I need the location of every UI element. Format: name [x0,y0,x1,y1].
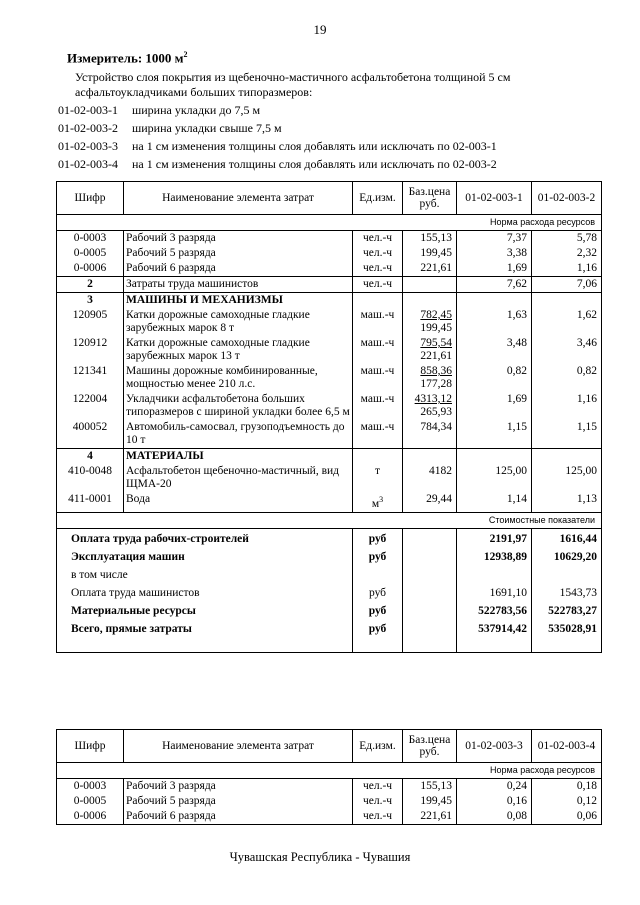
table-row [57,464,602,492]
cell-price: 784,34 [403,420,457,449]
cell-v1: 7,62 [457,277,532,293]
cell-code: 0-0005 [57,794,124,809]
cell-name: Катки дорожные самоходные гладкие зарубежных марок 13 т [124,336,353,364]
price-main: 782,45 [420,309,452,321]
cell-code: 411-0001 [57,492,124,512]
cell-unit: чел.-ч [353,231,403,247]
unit-sup: 3 [379,495,384,504]
cell-unit: маш.-ч [353,392,403,420]
table-row [57,392,602,420]
header-col2: 01-02-003-4 [532,730,602,763]
cell-v1: 1,69 [457,261,532,277]
cost-name: Эксплуатация машин [57,547,353,565]
section-name: МАТЕРИАЛЫ [124,449,353,465]
table-row [57,364,602,392]
cell-name: Автомобиль-самосвал, грузоподъемность до 10 т [124,420,353,449]
code-text: ширина укладки свыше 7,5 м [132,121,282,135]
cell-code: 0-0003 [57,779,124,795]
work-description: Устройство слоя покрытия из щебеночно-мастичного асфальтобетона толщиной 5 см асфальтоукладчиками больших типоразмеров: [75,70,511,99]
header-name: Наименование элемента затрат [124,730,353,763]
cost-row [57,528,602,547]
table-row [57,794,602,809]
cell-unit [353,492,403,512]
price-main: 858,36 [420,365,452,377]
cell-code: 120905 [57,308,124,336]
section-code: 4 [57,449,124,465]
table-row [57,336,602,364]
cell-v1: 125,00 [457,464,532,492]
section-row [57,293,602,309]
cost-v1: 2191,97 [457,528,532,547]
cost-name: в том числе [57,565,353,583]
cost-unit: руб [353,547,403,565]
cell-code: 2 [57,277,124,293]
resource-table-2 [56,729,602,825]
table-header-row [57,182,602,215]
cell-name: Рабочий 3 разряда [124,779,353,795]
table-row [57,261,602,277]
table-row [57,420,602,449]
code-id: 01-02-003-4 [58,157,118,171]
cost-v1: 522783,56 [457,601,532,619]
cell-price: 221,61 [403,261,457,277]
cost-v2 [532,565,602,583]
cell-code: 122004 [57,392,124,420]
cell-price: 221,61 [403,809,457,825]
cost-v1 [457,565,532,583]
measurer-text: Измеритель: 1000 м [67,50,184,66]
header-code: Шифр [57,730,124,763]
price-labor: 265,93 [420,406,452,418]
table-row [57,779,602,795]
cell-unit: чел.-ч [353,261,403,277]
code-id: 01-02-003-1 [58,103,118,117]
cell-v1: 0,24 [457,779,532,795]
cell-name: Рабочий 5 разряда [124,794,353,809]
price-labor: 199,45 [420,322,452,334]
cell-v2: 1,13 [532,492,602,512]
price-labor: 177,28 [420,378,452,390]
cell-price: 4182 [403,464,457,492]
price-labor: 221,61 [420,350,452,362]
cell-unit: чел.-ч [353,779,403,795]
price-main: 4313,12 [414,393,452,405]
cost-unit: руб [353,528,403,547]
cost-row [57,565,602,583]
code-item [58,137,497,155]
header-price: Баз.цена руб. [403,182,457,215]
table-row [57,492,602,512]
cost-name: Оплата труда рабочих-строителей [57,528,353,547]
cell-name: Катки дорожные самоходные гладкие зарубежных марок 8 т [124,308,353,336]
cell-name: Машины дорожные комбинированные, мощностью менее 210 л.с. [124,364,353,392]
cell-code: 400052 [57,420,124,449]
cell-v2: 0,06 [532,809,602,825]
table-row [57,246,602,261]
code-id: 01-02-003-2 [58,121,118,135]
cell-v1: 0,08 [457,809,532,825]
cell-unit: чел.-ч [353,794,403,809]
code-text: на 1 см изменения толщины слоя добавлять или исключать по 02-003-2 [132,157,497,171]
cost-name: Всего, прямые затраты [57,619,353,653]
code-item [58,119,497,137]
header-price: Баз.цена руб. [403,730,457,763]
code-item [58,155,497,173]
cell-name: Рабочий 6 разряда [124,809,353,825]
cost-v1: 537914,42 [457,619,532,653]
cell-v1: 3,48 [457,336,532,364]
cost-unit: руб [353,601,403,619]
measurer-sup: 2 [183,50,188,59]
cost-v2: 10629,20 [532,547,602,565]
code-item [58,101,497,119]
header-code: Шифр [57,182,124,215]
cell-code: 0-0003 [57,231,124,247]
cell-unit: маш.-ч [353,336,403,364]
cell-name: Затраты труда машинистов [124,277,353,293]
cell-name: Рабочий 5 разряда [124,246,353,261]
cell-unit: чел.-ч [353,277,403,293]
cell-price: 155,13 [403,779,457,795]
header-name: Наименование элемента затрат [124,182,353,215]
cell-v2: 2,32 [532,246,602,261]
cell-name: Рабочий 3 разряда [124,231,353,247]
cell-price [403,336,457,364]
cost-row [57,619,602,653]
cell-unit: маш.-ч [353,364,403,392]
header-col1: 01-02-003-3 [457,730,532,763]
norm-label: Норма расхода ресурсов [490,765,595,775]
cell-v2: 0,12 [532,794,602,809]
cell-v1: 3,38 [457,246,532,261]
cost-unit: руб [353,583,403,601]
cell-unit: маш.-ч [353,308,403,336]
table-row [57,308,602,336]
cell-v2: 1,15 [532,420,602,449]
cell-price [403,392,457,420]
table-header-row [57,730,602,763]
cell-v1: 0,16 [457,794,532,809]
cell-v2: 3,46 [532,336,602,364]
cell-code: 0-0006 [57,809,124,825]
cost-label: Стоимостные показатели [488,514,595,525]
unit-text: м [371,497,380,510]
cost-unit [353,565,403,583]
cell-price [403,364,457,392]
price-main: 795,54 [420,337,452,349]
cell-price [403,308,457,336]
cell-v1: 1,69 [457,392,532,420]
section-row [57,449,602,465]
header-col1: 01-02-003-1 [457,182,532,215]
code-text: на 1 см изменения толщины слоя добавлять или исключать по 02-003-1 [132,139,497,153]
cost-v2: 535028,91 [532,619,602,653]
cell-code: 410-0048 [57,464,124,492]
cell-v2: 1,16 [532,261,602,277]
measurer-heading [67,50,188,66]
section-code: 3 [57,293,124,309]
cell-name: Вода [124,492,353,512]
cell-v2: 5,78 [532,231,602,247]
header-col2: 01-02-003-2 [532,182,602,215]
cell-unit: чел.-ч [353,809,403,825]
cost-row [57,547,602,565]
cell-unit: маш.-ч [353,420,403,449]
cost-row [57,583,602,601]
cell-unit: т [353,464,403,492]
cell-v1: 1,14 [457,492,532,512]
cell-v2: 1,62 [532,308,602,336]
cell-price: 29,44 [403,492,457,512]
cell-v2: 125,00 [532,464,602,492]
cell-price: 155,13 [403,231,457,247]
norm-label-row [57,763,602,779]
table-row [57,231,602,247]
section-name: МАШИНЫ И МЕХАНИЗМЫ [124,293,353,309]
cell-v2: 0,18 [532,779,602,795]
cell-code: 120912 [57,336,124,364]
cell-v1: 7,37 [457,231,532,247]
cost-name: Материальные ресурсы [57,601,353,619]
code-id: 01-02-003-3 [58,139,118,153]
cell-v2: 7,06 [532,277,602,293]
cost-v1: 1691,10 [457,583,532,601]
cost-label-row [57,512,602,528]
cell-code: 0-0005 [57,246,124,261]
cell-v1: 1,15 [457,420,532,449]
cell-price: 199,45 [403,794,457,809]
code-list [58,101,497,173]
cost-name: Оплата труда машинистов [57,583,353,601]
cell-name: Асфальтобетон щебеночно-мастичный, вид ЩМА-20 [124,464,353,492]
cost-v2: 522783,27 [532,601,602,619]
header-unit: Ед.изм. [353,182,403,215]
header-unit: Ед.изм. [353,730,403,763]
cell-price: 199,45 [403,246,457,261]
cell-v2: 0,82 [532,364,602,392]
code-text: ширина укладки до 7,5 м [132,103,261,117]
cost-v1: 12938,89 [457,547,532,565]
page-footer: Чувашская Республика - Чувашия [229,850,411,864]
cost-row [57,601,602,619]
norm-label: Норма расхода ресурсов [490,217,595,227]
cell-v2: 1,16 [532,392,602,420]
cell-name: Укладчики асфальтобетона больших типоразмеров с шириной укладки более 6,5 м [124,392,353,420]
cell-price [403,277,457,293]
cell-name: Рабочий 6 разряда [124,261,353,277]
norm-label-row [57,215,602,231]
cell-code: 0-0006 [57,261,124,277]
cell-unit: чел.-ч [353,246,403,261]
page-number: 19 [313,22,327,37]
cost-unit: руб [353,619,403,653]
cell-v1: 0,82 [457,364,532,392]
table-row [57,277,602,293]
resource-table-1 [56,181,602,653]
table-row [57,809,602,825]
cost-v2: 1543,73 [532,583,602,601]
cell-v1: 1,63 [457,308,532,336]
cost-v2: 1616,44 [532,528,602,547]
cell-code: 121341 [57,364,124,392]
